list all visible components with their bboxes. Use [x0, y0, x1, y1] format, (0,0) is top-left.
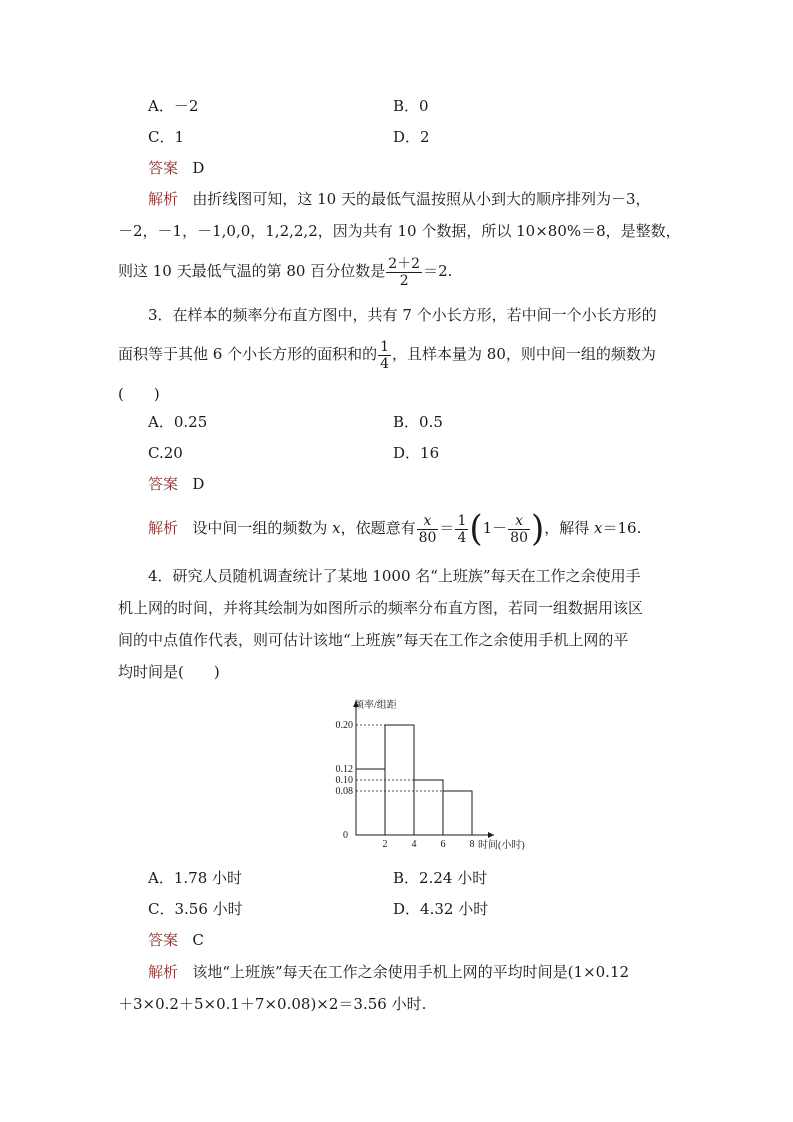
q4-answer: [148, 930, 204, 950]
histogram-bar: [356, 769, 385, 835]
frequency-histogram: [320, 695, 525, 853]
y-tick-label: 0.08: [335, 786, 353, 797]
analysis-text: ，解得: [544, 519, 595, 537]
answer-label: 答案: [148, 931, 179, 949]
variable-x: x: [332, 519, 341, 537]
q3-option-d: D．16: [393, 444, 440, 462]
fraction: [386, 256, 422, 289]
histogram-bar: [414, 780, 443, 835]
stem-text: ，且样本量为 80，则中间一组的频数为: [392, 345, 656, 363]
q4-stem-line3: 间的中点值作代表，则可估计该地“上班族”每天在工作之余使用手机上网的平: [118, 631, 629, 649]
q3-option-a: A．0.25: [148, 413, 208, 431]
answer-value: D: [192, 159, 205, 177]
answer-label: 答案: [148, 475, 179, 493]
analysis-label: 解析: [148, 963, 179, 981]
q4-option-c: C．3.56 小时: [148, 900, 243, 918]
fraction-denominator: 4: [457, 529, 467, 546]
q3-stem-line1: 3．在样本的频率分布直方图中，共有 7 个小长方形，若中间一个小长方形的: [148, 306, 657, 324]
x-tick-label: 8: [469, 839, 475, 850]
q3-option-c: C.20: [148, 444, 183, 462]
q2-option-c: C．1: [148, 128, 185, 146]
fraction-denominator: 2: [399, 272, 409, 289]
analysis-text: 设中间一组的频数为: [192, 519, 333, 537]
q3-option-b: B．0.5: [393, 413, 443, 431]
analysis-label: 解析: [148, 519, 179, 537]
analysis-text: 该地“上班族”每天在工作之余使用手机上网的平均时间是(1×0.12: [192, 963, 630, 981]
q2-analysis-line1: [148, 189, 651, 209]
fraction-numerator: 2＋2: [388, 255, 421, 272]
q4-analysis-line2: ＋3×0.2＋5×0.1＋7×0.08)×2＝3.56 小时.: [118, 995, 427, 1013]
fraction-denominator: 4: [380, 355, 390, 372]
analysis-text: ＝2.: [423, 262, 453, 280]
q4-option-b: B．2.24 小时: [393, 869, 488, 887]
q4-option-d: D．4.32 小时: [393, 900, 489, 918]
y-axis-label: 频率/组距: [354, 700, 397, 711]
variable-x: x: [594, 519, 603, 537]
analysis-text: 1－: [482, 519, 508, 537]
right-paren: ): [531, 508, 545, 550]
histogram-bar: [443, 791, 472, 835]
fraction: [508, 513, 530, 546]
x-tick-label: 2: [382, 839, 388, 850]
q2-answer: [148, 158, 204, 178]
fraction-numerator: x: [508, 513, 530, 530]
answer-label: 答案: [148, 159, 179, 177]
stem-text: 面积等于其他 6 个小长方形的面积和的: [118, 345, 378, 363]
x-axis-label: 时间(小时): [478, 840, 525, 851]
y-tick-label: 0.12: [335, 764, 353, 775]
analysis-text: ，依题意有: [340, 519, 416, 537]
fraction-numerator: x: [417, 513, 439, 530]
analysis-text: ＝16.: [602, 519, 642, 537]
q2-option-a: A．－2: [148, 97, 199, 115]
y-tick-label: 0.10: [335, 775, 353, 786]
q2-analysis-line3: [118, 253, 452, 289]
origin-label: 0: [343, 830, 348, 841]
q2-analysis-line2: －2，－1，－1,0,0，1,2,2,2，因为共有 10 个数据，所以 10×80%＝8，是整数，: [118, 222, 681, 240]
x-axis-arrow: [488, 832, 494, 838]
q2-option-b: B．0: [393, 97, 429, 115]
answer-value: D: [192, 475, 205, 493]
answer-value: C: [192, 931, 204, 949]
equals-sign: ＝: [439, 519, 455, 537]
fraction: [455, 513, 468, 546]
fraction: [417, 513, 439, 546]
x-tick-label: 6: [440, 839, 446, 850]
q4-analysis-line1: [148, 962, 629, 982]
q3-analysis: [148, 508, 641, 548]
y-tick-label: 0.20: [335, 720, 353, 731]
fraction: [378, 339, 391, 372]
fraction-numerator: 1: [457, 512, 467, 529]
q4-stem-line2: 机上网的时间，并将其绘制为如图所示的频率分布直方图，若同一组数据用该区: [118, 599, 644, 617]
q2-option-d: D．2: [393, 128, 430, 146]
q4-stem-line4: 均时间是( ): [118, 663, 220, 681]
q4-option-a: A．1.78 小时: [148, 869, 242, 887]
analysis-text: 由折线图可知，这 10 天的最低气温按照从小到大的顺序排列为－3，: [192, 190, 651, 208]
x-tick-label: 4: [411, 839, 417, 850]
q4-stem-line1: 4．研究人员随机调查统计了某地 1000 名“上班族”每天在工作之余使用手: [148, 567, 641, 585]
q3-stem-line2: [118, 336, 656, 372]
analysis-label: 解析: [148, 190, 179, 208]
left-paren: (: [469, 508, 483, 550]
fraction-numerator: 1: [380, 338, 390, 355]
q3-stem-line3: ( ): [118, 385, 160, 403]
analysis-text: 则这 10 天最低气温的第 80 百分位数是: [118, 262, 386, 280]
q3-answer: [148, 474, 204, 494]
fraction-denominator: 80: [418, 529, 437, 546]
fraction-denominator: 80: [510, 529, 528, 546]
